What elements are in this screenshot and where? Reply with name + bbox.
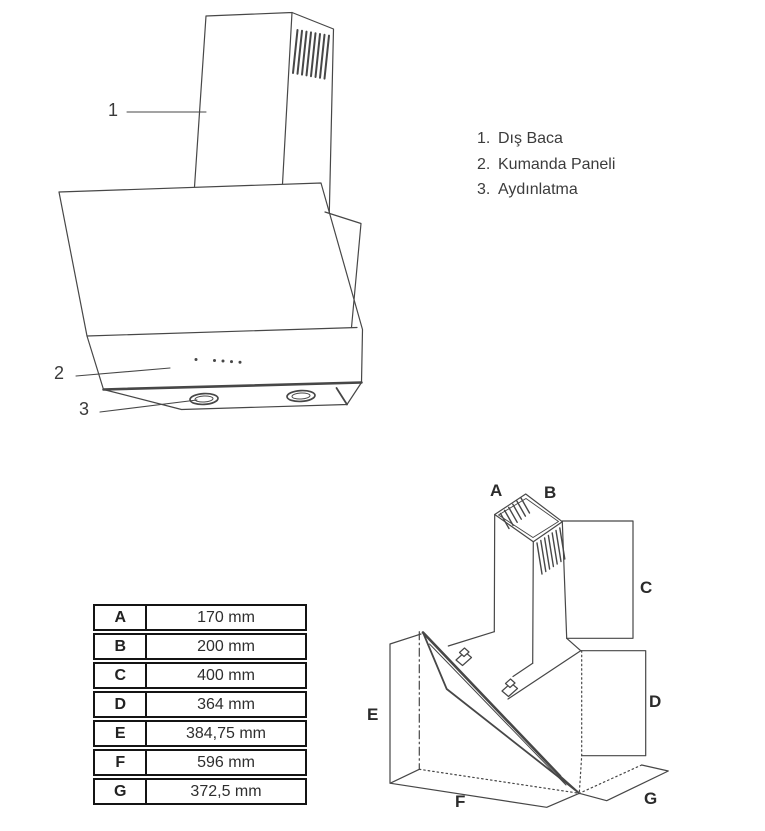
dim-key: E xyxy=(93,720,145,747)
dim-label-b: B xyxy=(544,483,556,502)
callout-1: 1 xyxy=(108,100,119,120)
table-row xyxy=(93,720,307,747)
legend-item-2 xyxy=(477,152,615,178)
dim-glass-panel xyxy=(423,633,579,794)
lamp-left xyxy=(190,393,219,405)
legend-number: 3. xyxy=(477,181,491,199)
dim-label-g: G xyxy=(644,789,657,808)
parts-legend xyxy=(477,126,615,203)
dimensions-table xyxy=(93,602,307,807)
dim-top-slats xyxy=(501,498,530,529)
dim-label-d: D xyxy=(649,692,661,711)
dim-value: 372,5 mm xyxy=(145,778,307,805)
table-row xyxy=(93,691,307,718)
dim-label-f: F xyxy=(455,792,465,811)
dim-value: 170 mm xyxy=(145,604,307,631)
dim-key: C xyxy=(93,662,145,689)
table-row xyxy=(93,604,307,631)
legend-item-1 xyxy=(477,126,615,152)
dim-lines xyxy=(390,521,668,807)
glass-panel xyxy=(59,183,363,390)
callout-2: 2 xyxy=(54,363,65,383)
hood-illustration xyxy=(59,13,363,413)
table-row xyxy=(93,749,307,776)
callout-lines xyxy=(76,112,206,412)
dim-value: 384,75 mm xyxy=(145,720,307,747)
legend-label: Kumanda Paneli xyxy=(498,155,616,173)
lamp-right xyxy=(287,390,316,402)
dim-key: G xyxy=(93,778,145,805)
table-row xyxy=(93,633,307,660)
dim-value: 200 mm xyxy=(145,633,307,660)
callout-3: 3 xyxy=(79,399,90,419)
legend-label: Aydınlatma xyxy=(498,181,578,199)
dim-value: 364 mm xyxy=(145,691,307,718)
dim-body xyxy=(423,632,581,794)
legend-label: Dış Baca xyxy=(498,130,563,147)
dim-label-e: E xyxy=(367,705,378,724)
legend-item-3 xyxy=(477,177,615,203)
dim-key: F xyxy=(93,749,145,776)
dim-chimney xyxy=(494,494,566,663)
table-row xyxy=(93,778,307,805)
dim-value: 400 mm xyxy=(145,662,307,689)
dim-vent-grille xyxy=(537,528,565,574)
table-row xyxy=(93,662,307,689)
dimension-figure xyxy=(390,494,668,807)
dim-value: 596 mm xyxy=(145,749,307,776)
dim-key: B xyxy=(93,633,145,660)
legend-number: 1. xyxy=(477,130,491,147)
back-panel xyxy=(325,212,361,328)
legend-number: 2. xyxy=(477,155,491,173)
dim-key: A xyxy=(93,604,145,631)
mounting-bracket-1 xyxy=(456,648,472,666)
control-panel-dots xyxy=(195,358,242,364)
dim-label-c: C xyxy=(640,578,652,597)
dim-key: D xyxy=(93,691,145,718)
vent-grille xyxy=(293,30,329,79)
dim-label-a: A xyxy=(490,481,502,500)
